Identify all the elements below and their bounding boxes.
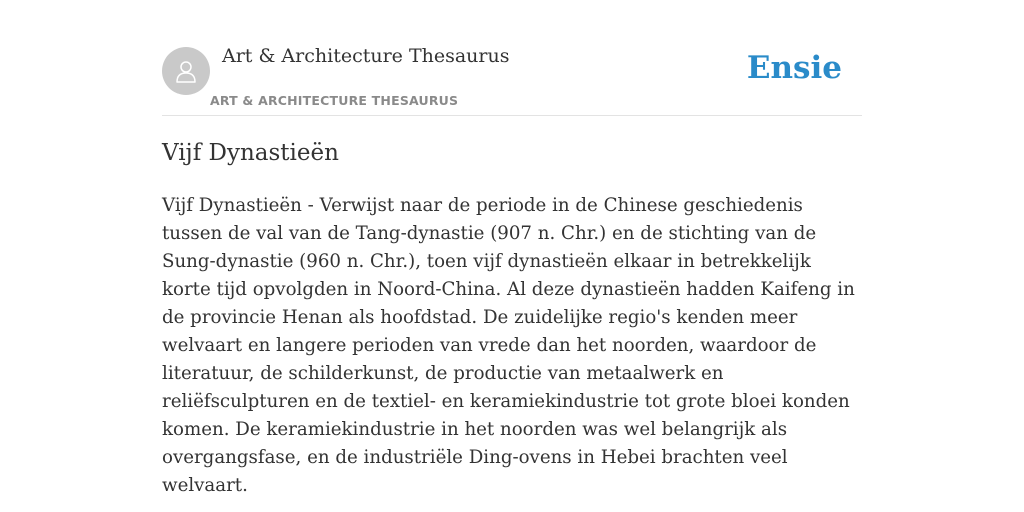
source-title[interactable]: Art & Architecture Thesaurus: [222, 45, 510, 67]
brand-logo[interactable]: Ensie: [746, 50, 842, 86]
user-icon: [172, 57, 200, 85]
page-container: [162, 0, 862, 496]
avatar[interactable]: [162, 47, 210, 95]
source-subtitle: ART & ARCHITECTURE THESAURUS: [210, 93, 459, 108]
entry-title: Vijf Dynastieën: [162, 140, 339, 166]
header: [162, 0, 862, 116]
entry-body: Vijf Dynastieën - Verwijst naar de periode in de Chinese geschiedenis tussen de val van de Tang-dynastie (907 n. Chr.) en de stichting van de Sung-dynastie (960 n. Chr.), toen vijf dynastieën elkaar in betrekkelijk korte tijd opvolgden in Noord-China. Al deze dynastieën hadden Kaifeng in de provincie Henan als hoofdstad. De zuidelijke regio's kenden meer welvaart en langere perioden van vrede dan het noorden, waardoor de literatuur, de schilderkunst, de productie van metaalwerk en reliëfsculpturen en de textiel- en keramiekindustrie tot grote bloei konden komen. De keramiekindustrie in het noorden was wel belangrijk als overgangsfase, en de industriële Ding-ovens in Hebei brachten veel welvaart.: [162, 195, 855, 496]
